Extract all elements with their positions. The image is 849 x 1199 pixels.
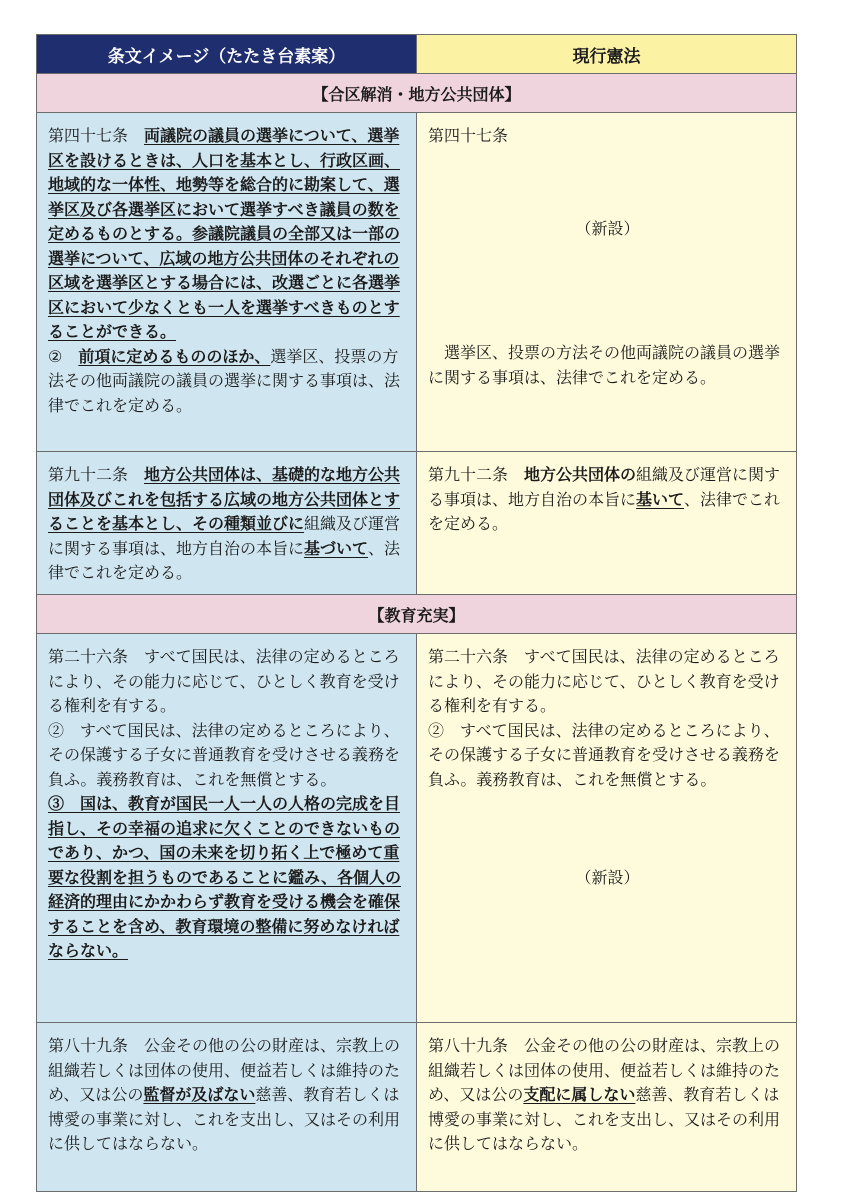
current-article-26 <box>417 634 797 1023</box>
table-row <box>37 113 797 452</box>
article-text: ② すべて国民は、法律の定めるところにより、その保護する子女に普通教育を受けさせる義務を負ふ。義務教育は、これを無償とする。 <box>48 720 401 789</box>
current-article-47 <box>417 113 797 452</box>
emphasized-text: 地方公共団体の <box>524 465 637 484</box>
article-number: 第九十二条 <box>428 465 525 484</box>
comparison-document <box>36 34 796 1192</box>
article-text: 、法律でこれを定める。 <box>428 489 781 533</box>
article-text: 第二十六条 すべて国民は、法律の定めるところにより、その能力に応じて、ひとしく教育を受ける権利を有する。 <box>428 647 780 715</box>
amended-text: 支配に属しない <box>523 1085 636 1104</box>
draft-article-92 <box>37 452 417 595</box>
amended-text: 両議院の議員の選挙について、選挙区を設けるときは、人口を基本とし、行政区画、地域的な一体性、地勢等を総合的に勘案して、選挙区及び各選挙区において選挙すべき議員の数を定めるものとする。参議院議員の全部又は一部の選挙について、広域の地方公共団体のそれぞれの区域を選挙区とする場合には、改選ごとに各選挙区において少なくとも一人を選挙すべきものとすることができる。 <box>48 126 401 341</box>
article-number: 第四十七条 <box>428 126 509 145</box>
article-text: 第八十九条 公金その他の公の財産は、宗教上の組織若しくは団体の使用、便益若しくは維持のため、又は公の <box>48 1036 401 1104</box>
article-number: 第四十七条 <box>48 126 145 145</box>
section-header-education: 【教育充実】 <box>37 595 797 634</box>
current-article-92 <box>417 452 797 595</box>
article-text: 選挙区、投票の方法その他両議院の議員の選挙に関する事項は、法律でこれを定める。 <box>428 343 781 387</box>
article-text: 慈善、教育若しくは博愛の事業に対し、これを支出し、又はその利用に供してはならない。 <box>428 1085 781 1153</box>
draft-article-47 <box>37 113 417 452</box>
article-text: 選挙区、投票の方法その他両議院の議員の選挙に関する事項は、法律でこれを定める。 <box>48 346 401 415</box>
amended-text: 地方公共団体は、基礎的な地方公共団体及びこれを包括する広域の地方公共団体とすることを基本とし、その種類並びに <box>48 465 401 533</box>
amended-text: 基づいて <box>304 538 369 558</box>
table-row <box>37 452 797 595</box>
article-text: 組織及び運営に関する事項は、地方自治の本旨に <box>428 465 781 509</box>
column-header-current: 現行憲法 <box>417 35 797 74</box>
table-row <box>37 634 797 1023</box>
article-text: 第二十六条 すべて国民は、法律の定めるところにより、その能力に応じて、ひとしく教育を受ける権利を有する。 <box>48 647 400 715</box>
article-text: 慈善、教育若しくは博愛の事業に対し、これを支出し、又はその利用に供してはならない。 <box>48 1085 401 1153</box>
article-text: 第八十九条 公金その他の公の財産は、宗教上の組織若しくは団体の使用、便益若しくは維持のため、又は公の <box>428 1036 781 1104</box>
amended-text: 基いて <box>636 489 685 509</box>
article-text: ② すべて国民は、法律の定めるところにより、その保護する子女に普通教育を受けさせる義務を負ふ。義務教育は、これを無償とする。 <box>428 720 781 789</box>
draft-article-89 <box>37 1023 417 1192</box>
new-provision-label: （新設） <box>575 868 640 887</box>
article-text: 、法律でこれを定める。 <box>48 538 401 582</box>
new-provision-label: （新設） <box>575 218 640 238</box>
article-number: 第九十二条 <box>48 465 145 484</box>
article-text: 組織及び運営に関する事項は、地方自治の本旨に <box>48 514 401 558</box>
amended-text: 監督が及ばない <box>143 1085 256 1104</box>
table-row <box>37 1023 797 1192</box>
column-header-draft: 条文イメージ（たたき台素案） <box>37 35 417 74</box>
current-article-89 <box>417 1023 797 1192</box>
draft-article-26 <box>37 634 417 1023</box>
section-header-districts: 【合区解消・地方公共団体】 <box>37 74 797 113</box>
amended-text: 前項に定めるもののほか、 <box>78 346 271 366</box>
amended-text: ③ 国は、教育が国民一人一人の人格の完成を目指し、その幸福の追求に欠くことのできないものであり、かつ、国の未来を切り拓く上で極めて重要な役割を担うものであることに鑑み、各個人の経済的理由にかかわらず教育を受ける機会を確保することを含め、教育環境の整備に努めなければならない。 <box>48 794 401 960</box>
paragraph-number: ② <box>48 346 79 366</box>
comparison-table <box>36 34 797 1192</box>
